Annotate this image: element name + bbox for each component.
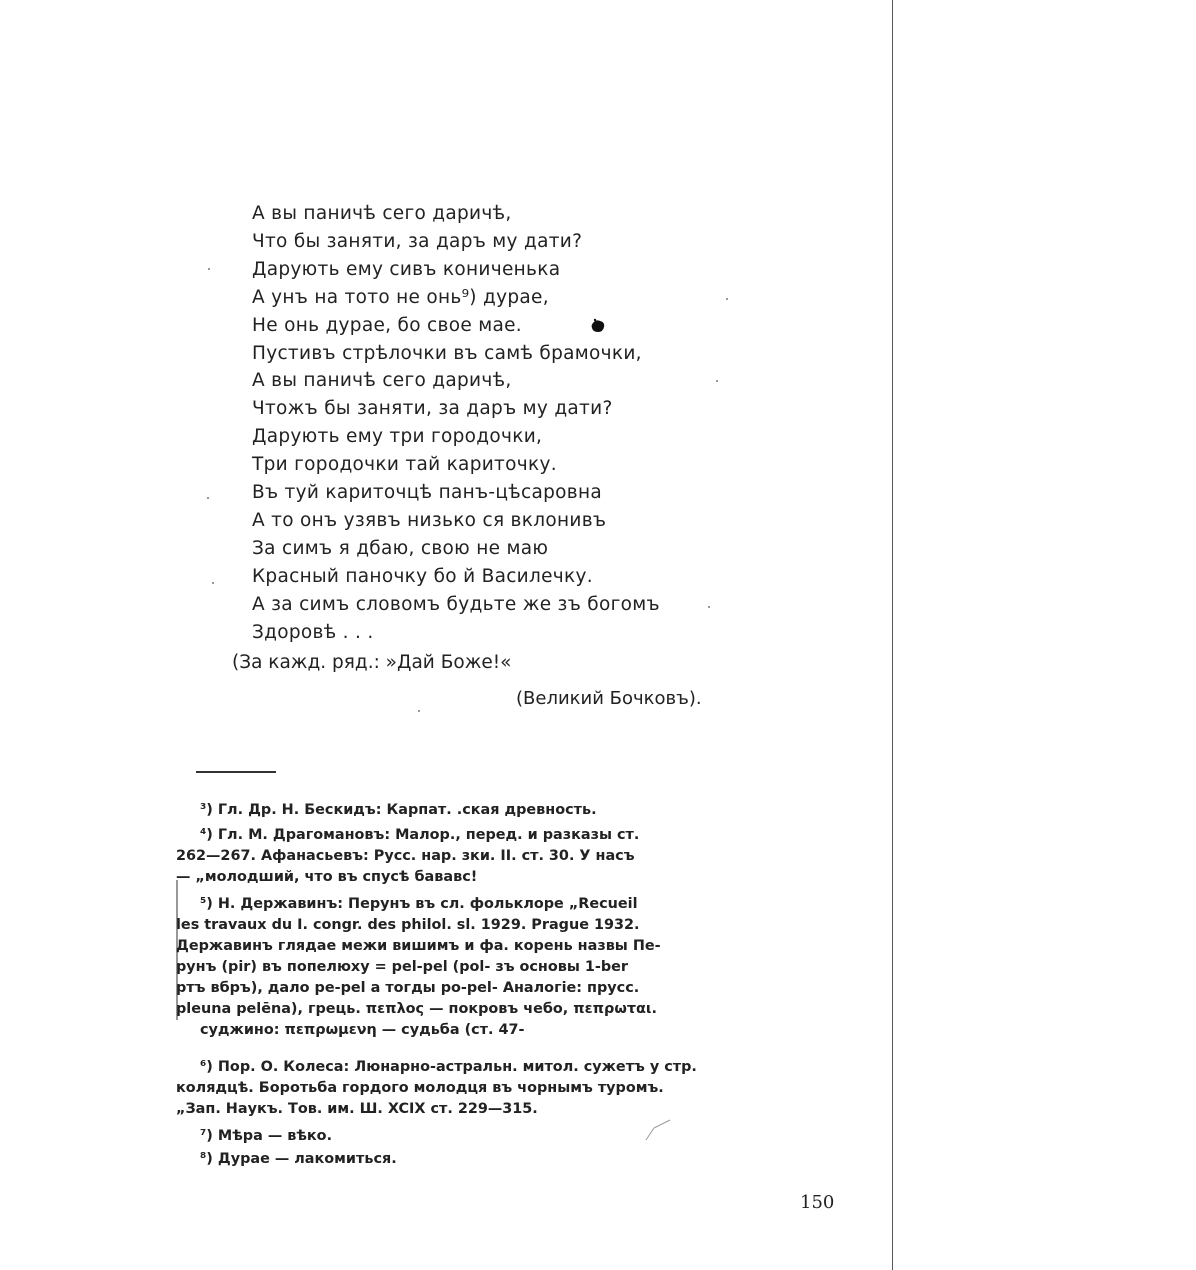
footnote-line: ⁵) Н. Державинъ: Перунъ въ сл. фольклоре „Recueil	[200, 896, 638, 912]
poem-attribution: (Великий Бочковъ).	[516, 688, 702, 709]
footnote-5	[176, 894, 724, 1041]
footnotes-section	[176, 800, 724, 1170]
scan-speck	[207, 497, 209, 499]
poem-line: Красный паночку бо й Василечку.	[252, 565, 593, 587]
footnote-line: „Зап. Наукъ. Тов. им. Ш. XCIX ст. 229—315.	[176, 1101, 538, 1117]
poem-line: Дарують ему сивъ кониченька	[252, 258, 561, 280]
footnote-line: Державинъ глядае межи вишимъ и фа. корень назвы Пе-	[176, 938, 661, 954]
footnote-line: ⁴) Гл. М. Драгомановъ: Малор., перед. и разказы ст.	[200, 827, 640, 843]
scan-speck	[212, 582, 214, 584]
poem-line: А вы паничѣ сего даричѣ,	[252, 203, 512, 224]
refrain-line: (За кажд. ряд.: »Дай Боже!«	[232, 652, 512, 673]
footnote-line: 262—267. Афанасьевъ: Русс. нар. зки. II. ст. 30. У насъ	[176, 848, 635, 864]
scan-speck	[726, 298, 728, 300]
ink-blot-mark	[590, 318, 606, 334]
poem-line: Не онь дурае, бо свое мае.	[252, 314, 522, 336]
poem-line: Въ туй кариточцѣ панъ-цѣсаровна	[252, 482, 602, 504]
footnote-line: колядцѣ. Боротьба гордого молодця въ чорнымъ туромъ.	[176, 1080, 664, 1096]
footnote-line: ⁷) Мѣра — вѣко.	[200, 1128, 333, 1144]
footnote-8	[176, 1149, 724, 1170]
footnote-line: les travaux du I. congr. des philol. sl. 1929. Prague 1932.	[176, 917, 640, 933]
footnote-3	[176, 800, 724, 821]
poem-line: Чтожъ бы заняти, за даръ му дати?	[252, 398, 613, 420]
scan-speck	[708, 606, 710, 608]
scan-speck	[418, 710, 420, 712]
poem-line: Здоровѣ . . .	[252, 621, 374, 643]
scan-speck	[716, 380, 718, 382]
scan-speck	[208, 268, 210, 270]
footnote-line: суджино: πεπρωμενη — судьба (ст. 47-	[200, 1022, 525, 1038]
poem-line: А то онъ узявъ низько ся вклонивъ	[252, 509, 607, 531]
poem-line: А за симъ словомъ будьте же зъ богомъ	[252, 593, 660, 615]
footnote-line: ртъ вбръ), дало pe-pel а тогды po-pel- Аналогіе: прусс.	[176, 980, 640, 996]
poem-body	[252, 200, 660, 647]
footnote-line: — „молодший, что въ спусѣ бававс!	[176, 869, 478, 885]
poem-line: А вы паничѣ сего даричѣ,	[252, 370, 512, 392]
footnote-line: ⁸) Дурае — лакомиться.	[200, 1151, 397, 1167]
poem-line: Что бы заняти, за даръ му дати?	[252, 230, 583, 252]
footnote-line: pleuna pelēna), грець. πεπλος — покровъ чебо, πεπρωται.	[176, 1001, 657, 1017]
poem-line: За симъ я дбаю, свою не маю	[252, 537, 549, 559]
footnote-line: ³) Гл. Др. Н. Бескидъ: Карпат. .ская древность.	[200, 802, 597, 818]
poem-line: Дарують ему три городочки,	[252, 426, 543, 448]
footnote-7	[176, 1126, 724, 1147]
poem-line: Три городочки тай кариточку.	[252, 454, 557, 476]
page-number: 150	[800, 1192, 835, 1213]
poem-line: А унъ на тото не онь⁹) дурае,	[252, 286, 549, 308]
footnote-divider	[196, 771, 276, 773]
footnote-line: ⁶) Пор. О. Колеса: Люнарно-астральн. митол. сужетъ у стр.	[200, 1059, 697, 1075]
footnote-line: рунъ (pir) въ попелюху = pel-pel (pol- зъ основы 1-ber	[176, 959, 629, 975]
poem-line: Пустивъ стрѣлочки въ самѣ брамочки,	[252, 342, 642, 364]
scan-stroke-mark	[644, 1118, 674, 1142]
footnote-4	[176, 825, 724, 888]
footnote-6	[176, 1057, 724, 1120]
